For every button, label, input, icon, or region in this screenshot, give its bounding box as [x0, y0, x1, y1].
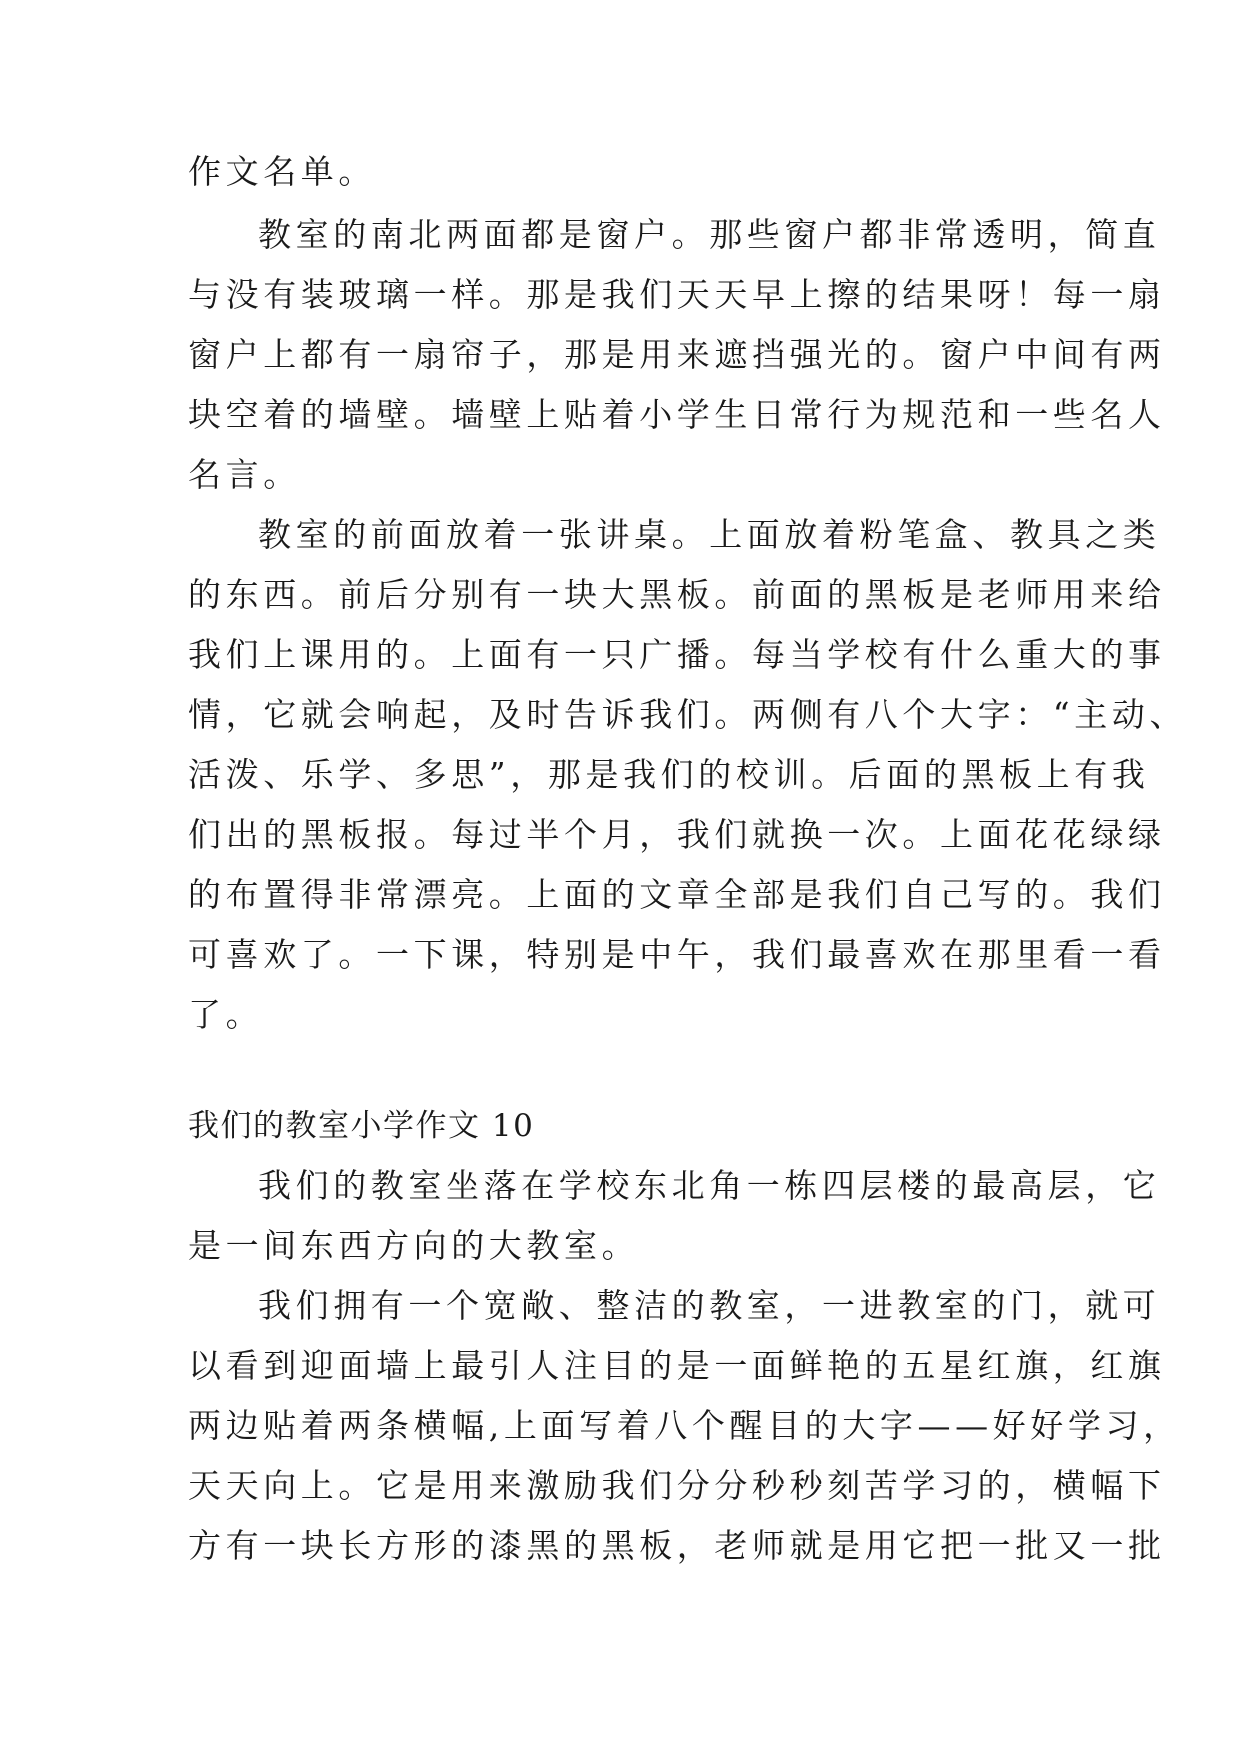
paragraph-start-line: 教室的前面放着一张讲桌。上面放着粉笔盒、教具之类	[258, 515, 1161, 554]
text-line: 们出的黑板报。每过半个月，我们就换一次。上面花花绿绿	[188, 815, 1166, 854]
text-line: 两边贴着两条横幅,上面写着八个醒目的大字——好好学习，	[188, 1406, 1181, 1445]
text-line: 与没有装玻璃一样。那是我们天天早上擦的结果呀！每一扇	[188, 275, 1166, 314]
text-line: 作文名单。	[188, 152, 376, 191]
text-line: 的布置得非常漂亮。上面的文章全部是我们自己写的。我们	[188, 875, 1166, 914]
text-line: 以看到迎面墙上最引人注目的是一面鲜艳的五星红旗，红旗	[188, 1346, 1166, 1385]
text-line: 天天向上。它是用来激励我们分分秒秒刻苦学习的，横幅下	[188, 1466, 1166, 1505]
paragraph-start-line: 我们拥有一个宽敞、整洁的教室，一进教室的门，就可	[258, 1286, 1161, 1325]
text-line: 名言。	[188, 455, 301, 494]
paragraph-start-line: 教室的南北两面都是窗户。那些窗户都非常透明，简直	[258, 215, 1161, 254]
text-line: 活泼、乐学、多思”，那是我们的校训。后面的黑板上有我	[188, 755, 1150, 794]
section-title: 我们的教室小学作文 10	[188, 1108, 535, 1144]
text-line: 块空着的墙壁。墙壁上贴着小学生日常行为规范和一些名人	[188, 395, 1166, 434]
text-line: 了。	[188, 995, 264, 1034]
text-line: 是一间东西方向的大教室。	[188, 1226, 640, 1265]
text-line: 窗户上都有一扇帘子，那是用来遮挡强光的。窗户中间有两	[188, 335, 1166, 374]
text-line: 我们上课用的。上面有一只广播。每当学校有什么重大的事	[188, 635, 1166, 674]
text-line: 可喜欢了。一下课，特别是中午，我们最喜欢在那里看一看	[188, 935, 1166, 974]
text-line: 的东西。前后分别有一块大黑板。前面的黑板是老师用来给	[188, 575, 1166, 614]
text-line: 情，它就会响起，及时告诉我们。两侧有八个大字：“主动、	[188, 695, 1188, 734]
paragraph-start-line: 我们的教室坐落在学校东北角一栋四层楼的最高层，它	[258, 1166, 1161, 1205]
text-line: 方有一块长方形的漆黑的黑板，老师就是用它把一批又一批	[188, 1526, 1166, 1565]
